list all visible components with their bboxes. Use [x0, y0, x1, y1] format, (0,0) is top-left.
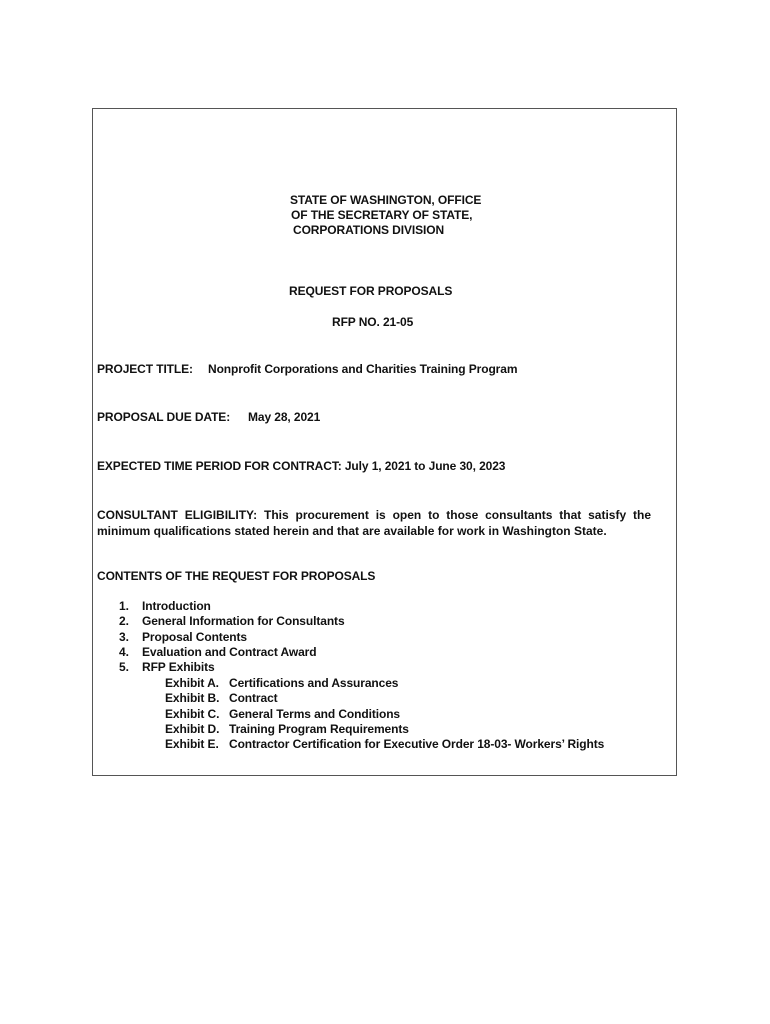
exhibit-id: Exhibit E. [165, 737, 219, 751]
header-line-2: OF THE SECRETARY OF STATE, [291, 208, 473, 222]
project-title-label: PROJECT TITLE: [97, 362, 193, 376]
toc-item-number: 3. [119, 630, 129, 644]
exhibit-label: Training Program Requirements [229, 722, 409, 736]
toc-item-label: General Information for Consultants [142, 614, 345, 628]
rfp-title: REQUEST FOR PROPOSALS [289, 284, 453, 298]
project-title-value: Nonprofit Corporations and Charities Training Program [208, 362, 518, 376]
toc-item-label: Proposal Contents [142, 630, 247, 644]
toc-item-number: 1. [119, 599, 129, 613]
toc-item-number: 2. [119, 614, 129, 628]
due-date-label: PROPOSAL DUE DATE: [97, 410, 231, 424]
contents-heading: CONTENTS OF THE REQUEST FOR PROPOSALS [97, 569, 376, 583]
toc-item-label: Evaluation and Contract Award [142, 645, 317, 659]
exhibit-id: Exhibit B. [165, 691, 220, 705]
exhibit-label: General Terms and Conditions [229, 707, 401, 721]
contract-period: EXPECTED TIME PERIOD FOR CONTRACT: July 1, 2021 to June 30, 2023 [97, 459, 506, 473]
exhibit-id: Exhibit D. [165, 722, 220, 736]
header-line-1: STATE OF WASHINGTON, OFFICE [290, 193, 482, 207]
exhibit-id: Exhibit C. [165, 707, 220, 721]
exhibit-label: Contractor Certification for Executive Order 18-03- Workers’ Rights [229, 737, 605, 751]
consultant-eligibility: CONSULTANT ELIGIBILITY: This procurement is open to those consultants that satisfy the minimum qualifications stated herein and that are available for work in Washington State. [97, 508, 651, 538]
toc-item-number: 4. [119, 645, 129, 659]
toc-item-number: 5. [119, 660, 129, 674]
toc-item-label: RFP Exhibits [142, 660, 215, 674]
rfp-number: RFP NO. 21-05 [332, 315, 414, 329]
exhibit-label: Certifications and Assurances [229, 676, 399, 690]
header-line-3: CORPORATIONS DIVISION [293, 223, 445, 237]
toc-item-label: Introduction [142, 599, 211, 613]
due-date-value: May 28, 2021 [248, 410, 321, 424]
exhibit-label: Contract [229, 691, 278, 705]
exhibit-id: Exhibit A. [165, 676, 219, 690]
